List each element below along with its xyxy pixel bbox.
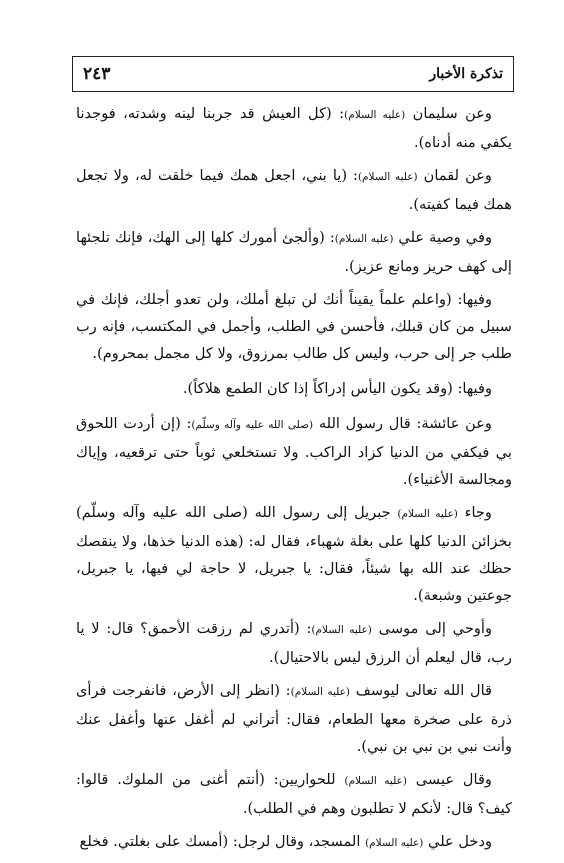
paragraph: وفيها: (وقد يكون اليأس إدراكاً إذا كان الطمع هلاكاً).: [182, 380, 492, 397]
page-number: ٢٤٣: [83, 64, 111, 84]
paragraph: قال الله تعالى ليوسف (عليه السلام): (انظر إلى الأرض، فانفرجت فرأى ذرة على صخرة معها الطعام، فقال: أتراني لم أغفل عنها وأغفل عنك وأنت نبي بن نبي بن نبي).: [76, 682, 512, 755]
paragraph: وعن عائشة: قال رسول الله (صلى الله عليه وآله وسلّم): (إن أردت اللحوق بي فيكفي من الدنيا كزاد الراكب. ولا تستخلعي ثوباً حتى ترقعيه، وإياك ومجالسة الأغنياء).: [76, 415, 512, 488]
page-header: [72, 56, 514, 92]
paragraph: ودخل علي (عليه السلام) المسجد، وقال لرجل: (أمسك على بغلتي. فخلع: [79, 833, 492, 850]
paragraph: وأوحي إلى موسى (عليه السلام): (أتدري لم رزقت الأحمق؟ قال: لا يا رب، قال ليعلم أن الرزق ليس بالاحتيال).: [76, 620, 512, 666]
paragraph: وقال عيسى (عليه السلام) للحواريين: (أنتم أغنى من الملوك. قالوا: كيف؟ قال: لأنكم لا تطلبون وهم في الطلب).: [76, 771, 512, 817]
body-text: [76, 100, 512, 863]
paragraph: وفيها: (واعلم علماً يقيناً أنك لن تبلغ أملك، ولن تعدو أجلك، فإنك في سبيل من كان قبلك، فأحسن في الطلب، وأجمل في المكتسب، فإنه رب طلب جر إلى حرب، وليس كل طالب بمرزوق، ولا كل مجمل بمحروم).: [76, 291, 512, 362]
paragraph: وفي وصية علي (عليه السلام): (وألجئ أمورك كلها إلى الهك، فإنك تلجئها إلى كهف حريز ومانع عزيز).: [76, 229, 512, 275]
paragraph: وعن لقمان (عليه السلام): (يا بني، اجعل همك فيما خلقت له، ولا تجعل همك فيما كفيته).: [76, 167, 512, 213]
running-title: تذكرة الأخبار: [429, 66, 503, 82]
paragraph: وعن سليمان (عليه السلام): (كل العيش قد جربنا لينه وشدته، فوجدنا يكفي منه أدناه).: [76, 105, 512, 151]
paragraph: وجاء (عليه السلام) جبريل إلى رسول الله (صلى الله عليه وآله وسلّم) بخزائن الدنيا كلها على بغلة شهباء، فقال له: (هذه الدنيا خذها، ولا ينقصك حظك عند الله بها شيئاً، فقال: يا جبريل، لا حاجة لي فيها، يا جبريل، جوعتين وشبعة).: [76, 504, 512, 604]
